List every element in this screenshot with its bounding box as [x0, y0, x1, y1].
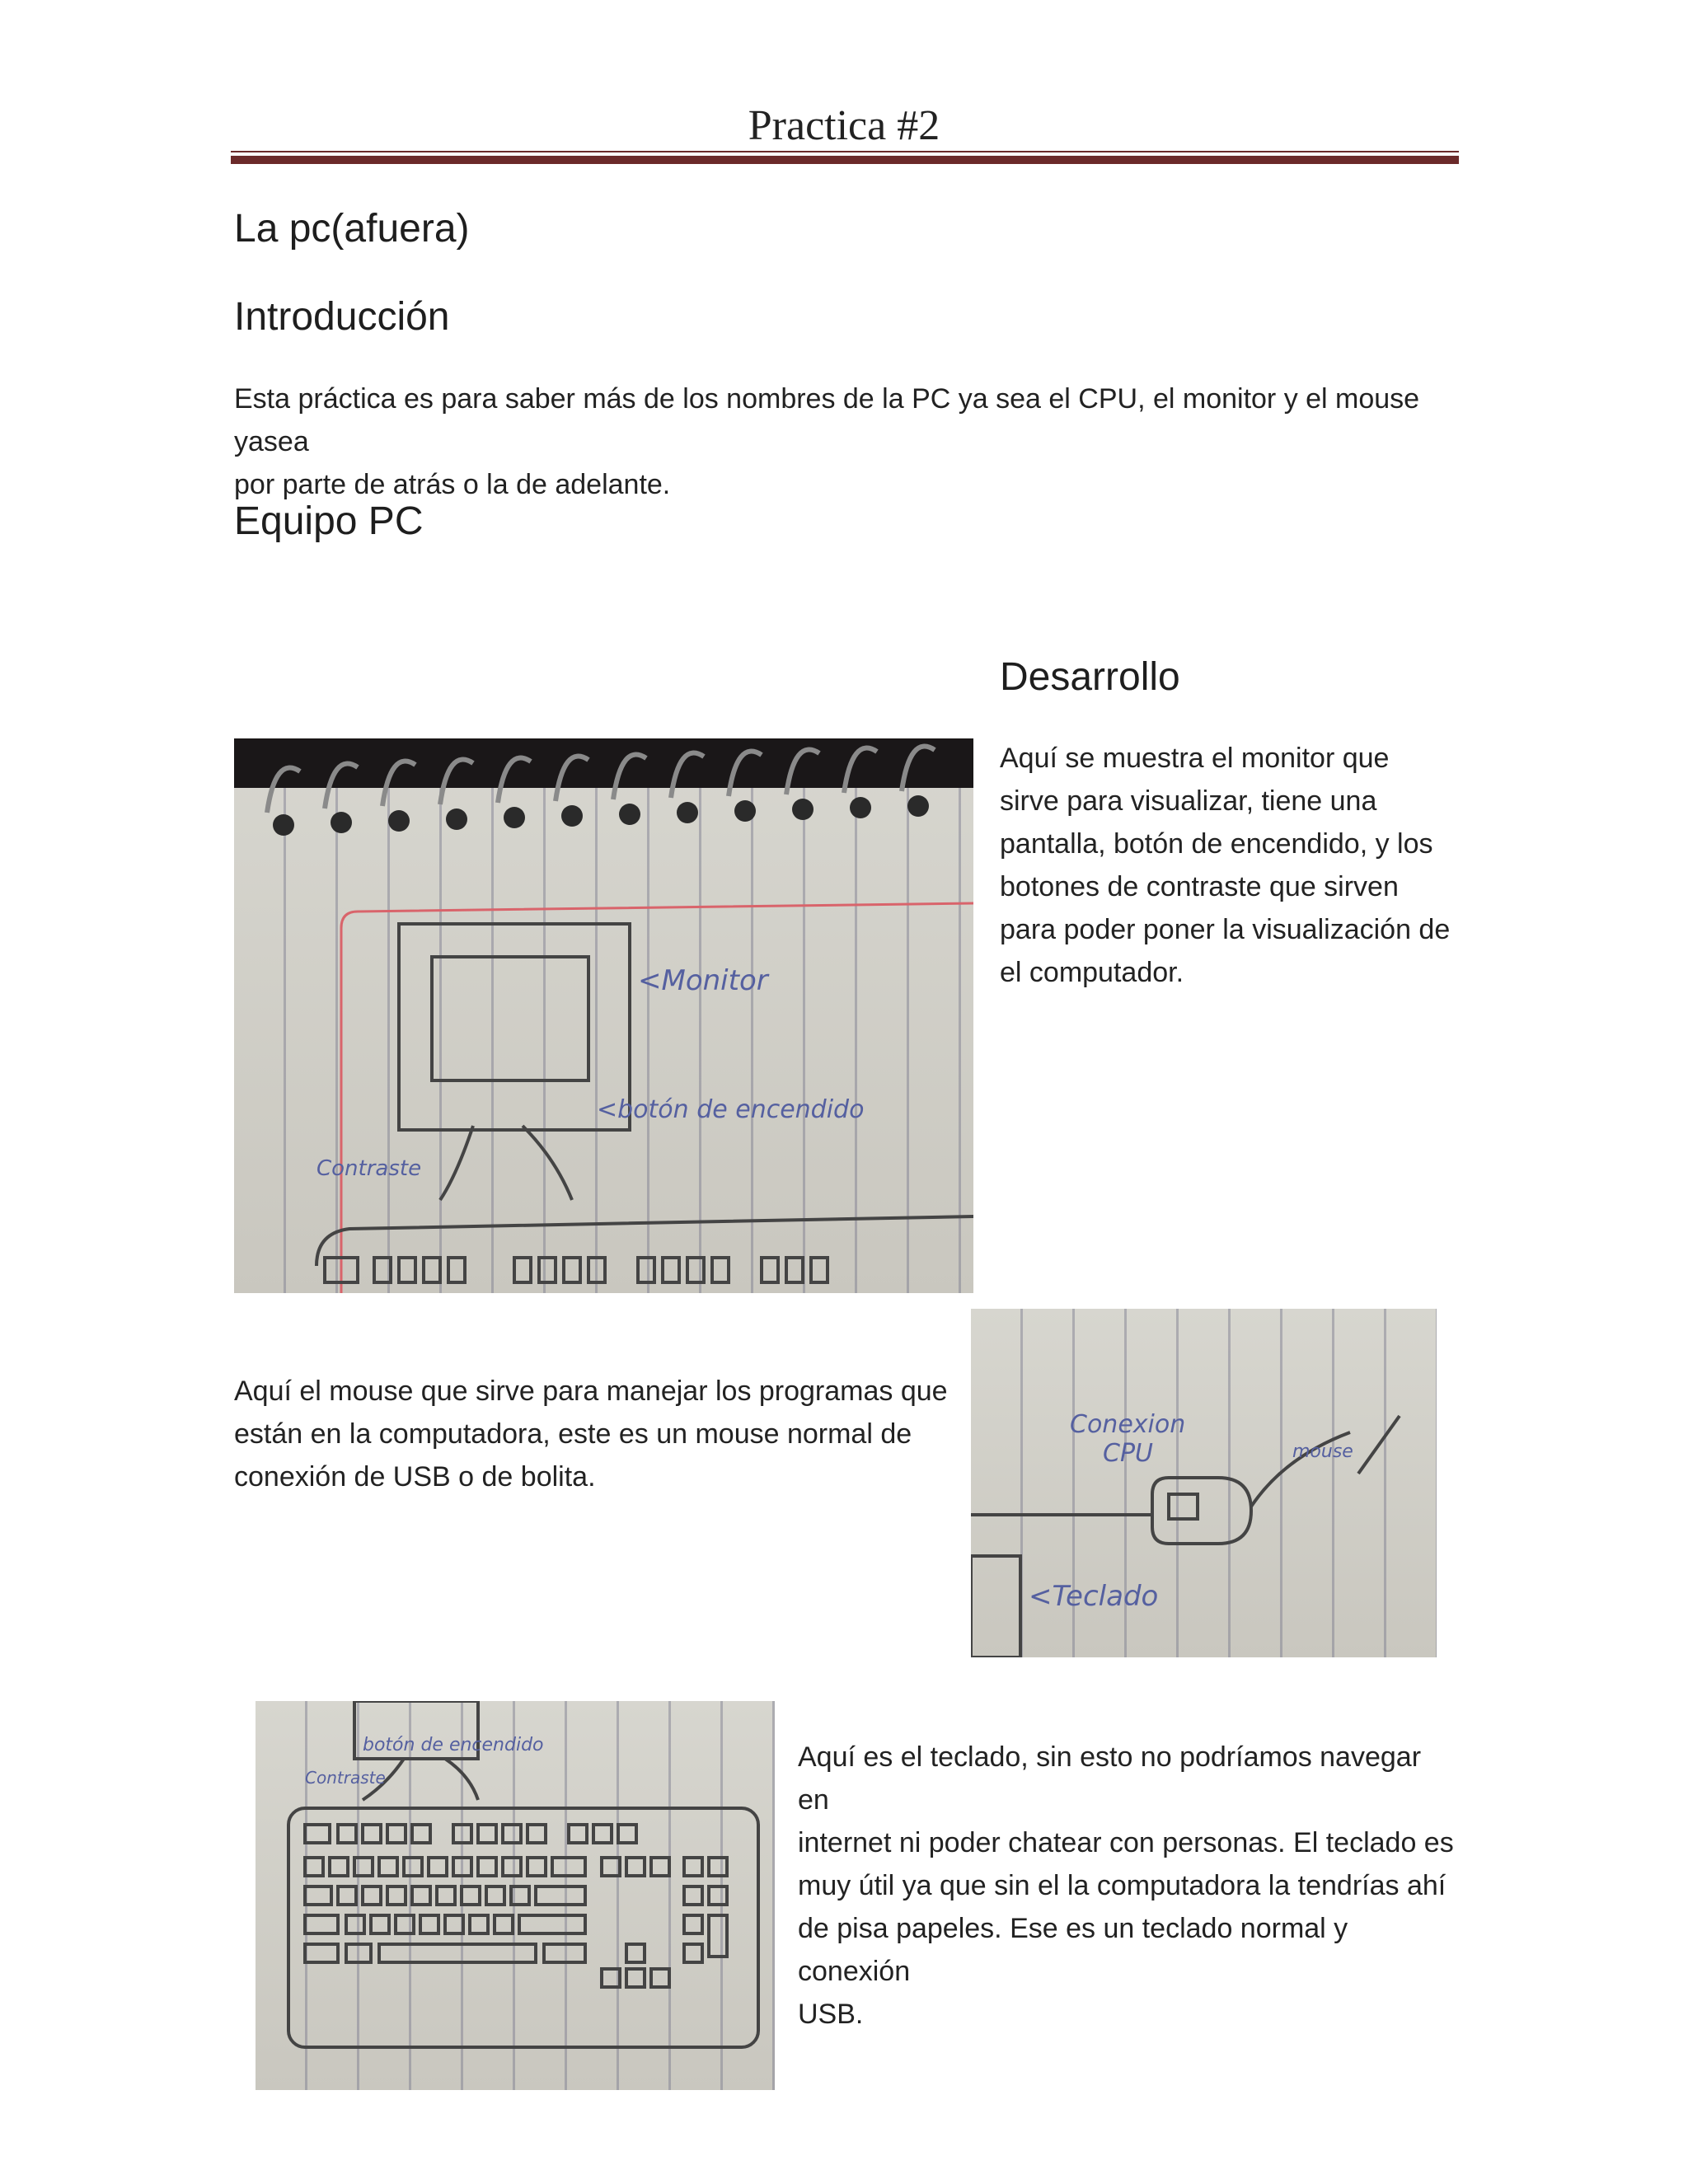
teclado-line: USB. [798, 1999, 864, 2030]
mouse-label: mouse [1292, 1441, 1353, 1462]
keyboard-sketch-photo [256, 1701, 775, 2090]
keyboard-label: <Teclado [1029, 1580, 1159, 1613]
desarrollo-line: botones de contraste que sirven [1000, 871, 1399, 902]
desarrollo-line: Aquí se muestra el monitor que [1000, 743, 1390, 774]
teclado-line: de pisa papeles. Ese es un teclado normal y conexión [798, 1913, 1348, 1987]
heading-la-pc: La pc(afuera) [234, 207, 470, 251]
teclado-line: muy útil ya que sin el la computadora la tendrías ahí [798, 1870, 1447, 1901]
desarrollo-line: el computador. [1000, 957, 1184, 988]
contrast-label: Contraste [316, 1156, 422, 1181]
intro-line: Esta práctica es para saber más de los nombres de la PC ya sea el CPU, el monitor y el mouse yasea [234, 383, 1420, 457]
mouse-sketch-photo [971, 1309, 1437, 1657]
keyboard-photo-contrast-label: Contraste [305, 1768, 386, 1788]
heading-equipo-pc: Equipo PC [234, 499, 424, 543]
heading-introduccion: Introducción [234, 295, 450, 339]
desarrollo-line: pantalla, botón de encendido, y los [1000, 828, 1433, 860]
mouse-line: están en la computadora, este es un mouse normal de [234, 1418, 912, 1450]
connection-label: Conexion [1070, 1410, 1186, 1439]
monitor-sketch-photo [234, 738, 973, 1293]
keyboard-sketch-drawing [256, 1701, 775, 2090]
mouse-sketch-drawing [971, 1309, 1437, 1657]
cpu-label: CPU [1103, 1439, 1153, 1468]
heading-desarrollo: Desarrollo [1000, 655, 1180, 699]
power-button-label: <botón de encendido [597, 1095, 865, 1124]
desarrollo-line: para poder poner la visualización de [1000, 914, 1451, 945]
header-rule-thick [231, 156, 1459, 164]
intro-paragraph [234, 377, 1462, 506]
intro-line: por parte de atrás o la de adelante. [234, 469, 671, 500]
teclado-line: Aquí es el teclado, sin esto no podríamos navegar en [798, 1741, 1422, 1816]
desarrollo-paragraph [1000, 737, 1461, 994]
keyboard-photo-power-label: botón de encendido [363, 1735, 544, 1755]
header-rule-thin [231, 151, 1459, 152]
mouse-paragraph [234, 1370, 959, 1498]
monitor-label: <Monitor [638, 964, 768, 997]
teclado-line: internet ni poder chatear con personas. El teclado es [798, 1827, 1454, 1858]
mouse-line: conexión de USB o de bolita. [234, 1461, 596, 1493]
teclado-paragraph [798, 1736, 1457, 2036]
monitor-sketch-drawing [234, 738, 973, 1293]
desarrollo-line: sirve para visualizar, tiene una [1000, 785, 1377, 817]
mouse-line: Aquí el mouse que sirve para manejar los programas que [234, 1376, 948, 1407]
page-title: Practica #2 [748, 102, 940, 149]
